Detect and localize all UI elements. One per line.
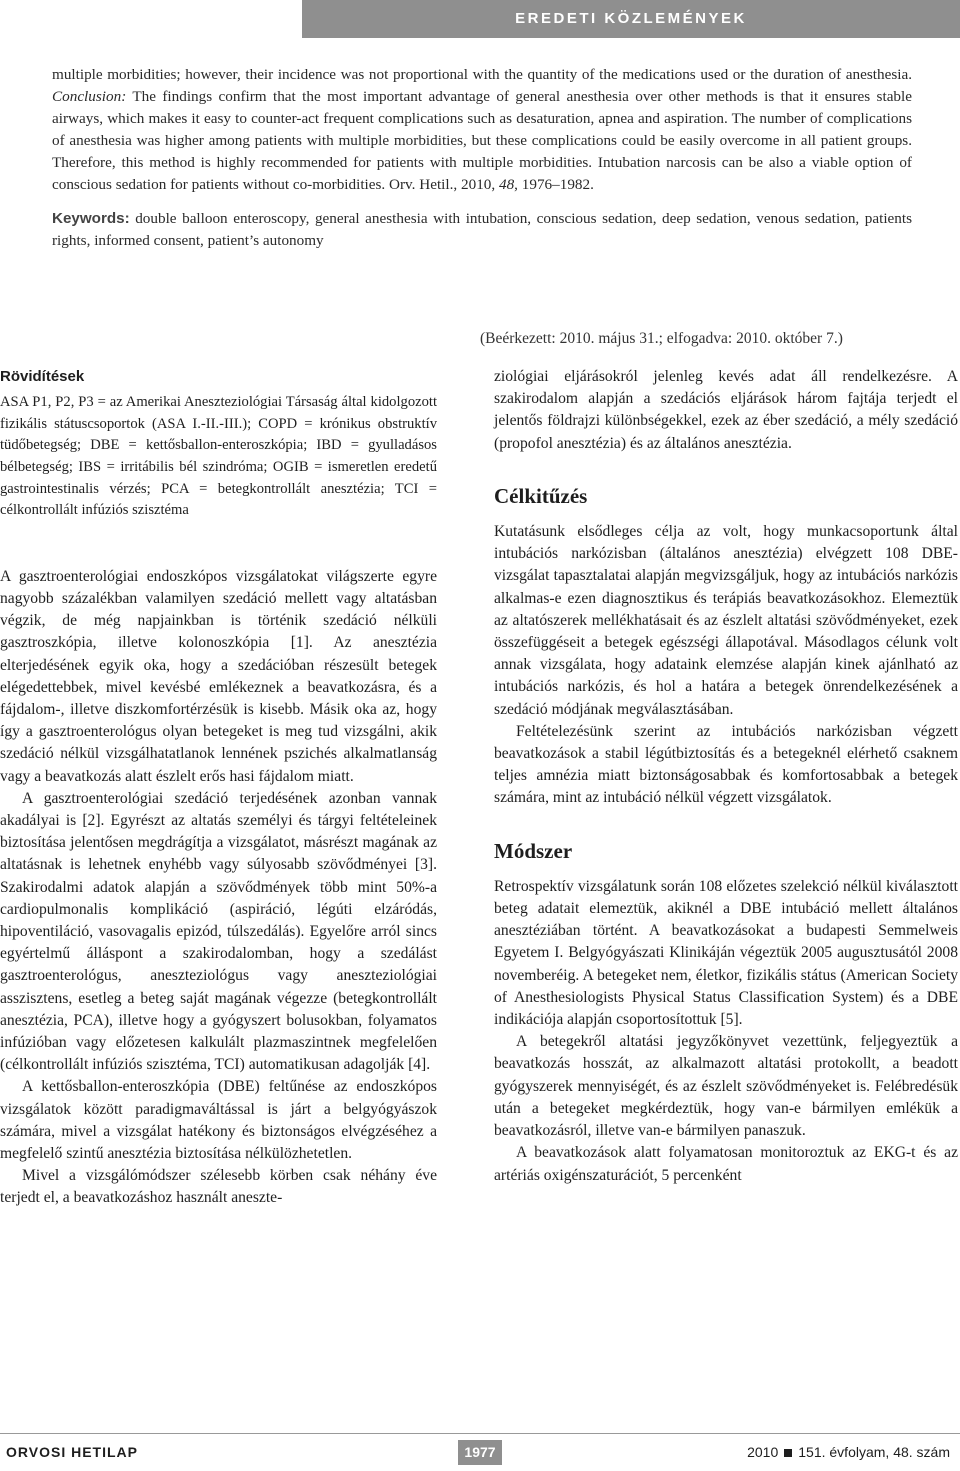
abstract-text — [52, 64, 912, 196]
keywords-label: Keywords: — [52, 210, 130, 227]
issue-info — [747, 1444, 950, 1460]
paragraph: A gasztroenterológiai endoszkópos vizsgálatokat világszerte egyre nagyobb százalékban valamilyen szedáció mellett vagy altatásban végzik, de még napjainkban is történik szedáció nélküli gasztroszkópia, illetve kolonoszkópia [1]. Az anesztézia elterjedésének egyik oka, hogy a szedációban részesült betegek elégedettebbek, mivel kevésbé emlékeznek a beavatkozásra, és a fájdalom-, illetve diszkomfortérzésük is kisebb. Másik oka az, hogy így a gasztroenterológus olyan betegeket is meg tud vizsgálni, akik szedáció nélkül vizsgálhatatlanok lennének pszichés alkalmatlanság vagy a beavatkozás alatt észlelt erős hasi fájdalom miatt. — [0, 567, 437, 785]
paragraph: Retrospektív vizsgálatunk során 108 előzetes szelekció nélkül kiválasztott beteg adatait elemeztük, akiknél a DBE intubáció mellett általános anesztéziában történt. A beavatkozásokat a budapesti Semmelweis Egyetem I. Belgyógyászati Klinikáján végeztük 2005 augusztusától 2008 novemberéig. A betegeket nem, életkor, fizikális státus (American Society of Anesthesiologists Physical Status Classification System) és a DBE indikációja alapján csoportosítottuk [5]. — [494, 877, 958, 1029]
page-footer — [0, 1433, 960, 1471]
pages: , 1976–1982. — [514, 176, 594, 193]
paragraph: Kutatásunk elsődleges célja az volt, hogy munkacsoportunk által intubációs narkózisban (általános anesztézia) elvégzett 108 DBE-vizsgálat tapasztalatai alapján megvizsgáljuk, hogy az intubációs narkózis alkalmas-e ezen diagnosztikus és terápiás beavatkozásokhoz. Elemeztük az altatószerek mellékhatásait és az észlelt altatási szövődményeket, ezek összefüggéseit a betegek egészségi állapotával. Másodlagos célunk volt annak vizsgálata, hogy adataink elemzése alapján kinek ajánlható az intubációs narkózis, és hol a határa a betegek önrendelkezésének a szedáció módjának megválasztásában. — [494, 523, 958, 718]
journal-name: ORVOSI HETILAP — [6, 1444, 138, 1460]
section-title-methods: Módszer — [494, 838, 573, 863]
keywords-text: double balloon enteroscopy, general anesthesia with intubation, conscious sedation, deep sedation, venous sedation, patients rights, informed consent, patient’s autonomy — [52, 210, 912, 249]
keywords — [52, 208, 912, 252]
abstract-part: The findings confirm that the most important advantage of general anesthesia over other methods is that it ensures stable airways, which makes it easy to counter-act frequent complications such as desaturation, apnea and aspiration. The number of complications of anesthesia was higher among patients with multiple morbidities, but these complications could be easily overcome in all patient groups. Therefore, this method is highly recommended for patients with multiple morbidities. Intubation narcosis can be also a viable option of conscious sedation for patients without co-morbidities. Orv. Hetil., 2010, — [52, 88, 912, 193]
abbreviations-text: ASA P1, P2, P3 = az Amerikai Aneszteziológiai Társaság által kidolgozott fizikális státuscsoportok (ASA I.-II.-III.); COPD = krónikus obstruktív tüdőbetegség; DBE = kettősballon-enteroszkópia; IBD = gyulladásos bélbetegség; IBS = irritábilis bél szindróma; OGIB = ismeretlen eredetű gastrointestinalis vérzés; PCA = betegkontrollált anesztézia; TCI = célkontrollált infúziós szisztéma — [0, 394, 437, 519]
abbreviations-title: Rövidítések — [0, 368, 85, 385]
volume: 48 — [498, 176, 515, 193]
paragraph: Feltételezésünk szerint az intubációs narkózisban végzett beavatkozások a stabil légútbiztosítás és a betegeknél elérhető csaknem teljes amnézia miatt biztonságosabbak és komfortosabbak a betegek számára, mint az intubáció nélkül végzett vizsgálatok. — [494, 722, 958, 807]
conclusion-label: Conclusion: — [52, 88, 127, 105]
paragraph: A gasztroenterológiai szedáció terjedésének azonban vannak akadályai is [2]. Egyrészt az altatás személyi és tárgyi feltételeinek biztosítása jelentősen megdrágítja a vizsgálatot, másrészt magának az altatásnak is lehetnek enyhébb vagy súlyosabb szövődményei [3]. Szakirodalmi adatok alapján a szövődmények több mint 50%-a cardiopulmonalis komplikáció (aspiráció, légúti elzáródás, hipoventiláció, vasovagalis epizód, túlszedálás). Egyelőre arról sincs egyértelmű álláspont a szakirodalomban, hogy a szedálást gasztroenterológus, aneszteziológus vagy aneszteziológiai asszisztens, esetleg a beteg saját magának végezze (betegkontrollált anesztézia, PCA), illetve hogy a gyógyszert bolusokban, folyamatos infúzióban vagy előzetesen kalkulált plazmaszintnek megfelelően (célkontrollált infúziós szisztéma, TCI) automatikusan adagolják [4]. — [0, 789, 437, 1074]
section-header: EREDETI KÖZLEMÉNYEK — [302, 0, 960, 38]
abstract — [52, 64, 912, 252]
received-date: (Beérkezett: 2010. május 31.; elfogadva: 2010. október 7.) — [480, 330, 843, 347]
paragraph: Mivel a vizsgálómódszer szélesebb körben csak néhány éve terjedt el, a beavatkozáshoz használt aneszte- — [0, 1167, 437, 1207]
paragraph: A kettősballon-enteroszkópia (DBE) feltűnése az endoszkópos vizsgálatok között paradigmaváltással is járt a belgyógyászok számára, mivel a vizsgálat hatékony és biztonságos elvégzéséhez a megfelelő szintű anesztézia biztosítása nélkülözhetetlen. — [0, 1078, 437, 1163]
right-column — [494, 366, 958, 1187]
abstract-part: multiple morbidities; however, their incidence was not proportional with the quantity of the medications used or the duration of anesthesia. — [52, 66, 912, 83]
left-column — [0, 366, 437, 1210]
square-bullet-icon — [784, 1449, 792, 1457]
volume-issue: 151. évfolyam, 48. szám — [798, 1444, 950, 1460]
paragraph: ziológiai eljárásokról jelenleg kevés adat áll rendelkezésre. A szakirodalom alapján a szedációs eljárások három fajtája terjedt el jelentős földrajzi különbségekkel, ezek az éber szedáció, a mély szedáció (propofol anesztézia) és az általános anesztézia. — [494, 368, 958, 452]
paragraph: A beavatkozások alatt folyamatosan monitoroztuk az EKG-t és az artériás oxigénszaturációt, 5 percenként — [494, 1144, 958, 1184]
section-title-aims: Célkitűzés — [494, 483, 588, 508]
page-number: 1977 — [458, 1440, 502, 1465]
paragraph: A betegekről altatási jegyzőkönyvet vezettünk, feljegyeztük a beavatkozás hosszát, az alkalmazott altatási protokollt, a beadott gyógyszerek mennyiségét, és az észlelt szövődményeket is. Felébredésük után a betegeket megkérdeztük, hogy van-e bármilyen emlékük a beavatkozásról, illetve van-e bármilyen panaszuk. — [494, 1033, 958, 1140]
year: 2010 — [747, 1444, 779, 1460]
